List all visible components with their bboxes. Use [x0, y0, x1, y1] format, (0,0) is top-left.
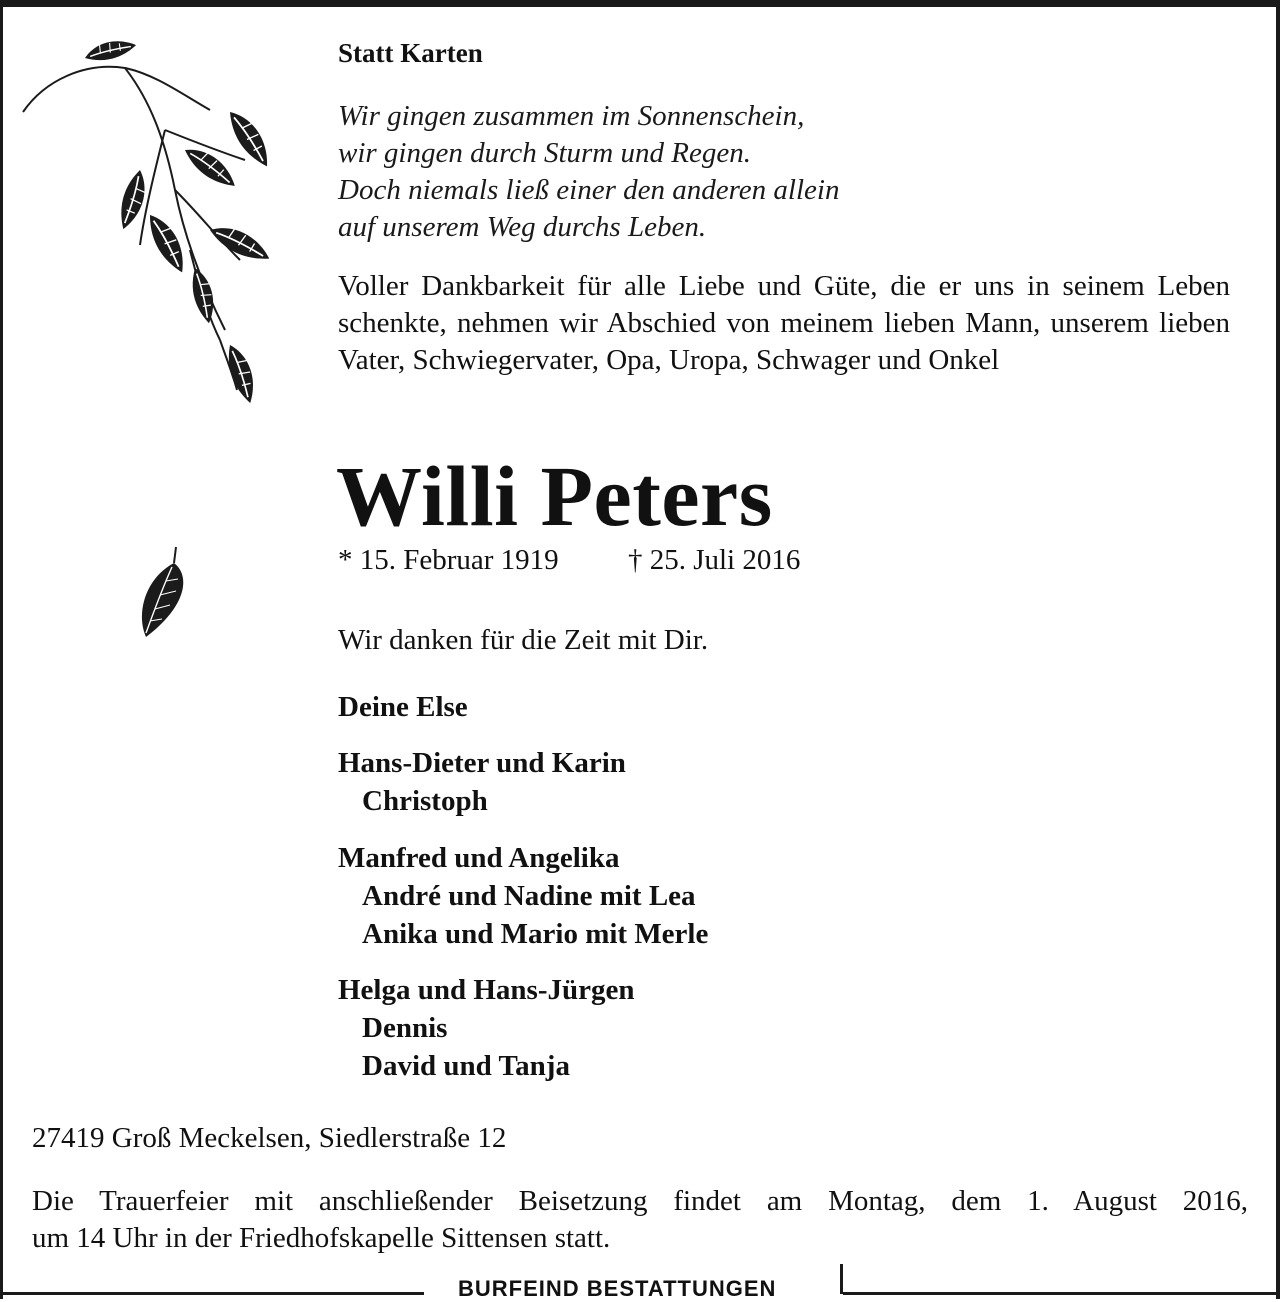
family-group — [338, 839, 708, 953]
footer-rule-left — [0, 1292, 424, 1295]
family-line: Helga und Hans-Jürgen — [338, 974, 635, 1006]
life-dates — [338, 544, 800, 577]
thanks-text: Wir danken für die Zeit mit Dir. — [338, 624, 709, 656]
family-group — [338, 971, 635, 1085]
family-line: André und Nadine mit Lea — [362, 880, 696, 912]
poem-line: auf unserem Weg durchs Leben. — [338, 211, 707, 243]
poem-line: Wir gingen zusammen im Sonnenschein, — [338, 100, 805, 132]
falling-leaf-icon — [132, 545, 202, 645]
family-line: Deine Else — [338, 691, 468, 723]
footer-divider — [840, 1264, 843, 1294]
poem-line: wir gingen durch Sturm und Regen. — [338, 137, 751, 169]
family-group — [338, 744, 626, 820]
family-line: Anika und Mario mit Merle — [362, 918, 709, 950]
poem — [338, 98, 839, 246]
birth-date: * 15. Februar 1919 — [338, 544, 559, 576]
deceased-name: Willi Peters — [336, 448, 773, 544]
footer-rule-right — [843, 1292, 1280, 1295]
family-line: Christoph — [362, 785, 488, 817]
family-line: Manfred und Angelika — [338, 842, 620, 874]
ceremony-line: um 14 Uhr in der Friedhofskapelle Sittensen statt. — [32, 1222, 611, 1254]
poem-line: Doch niemals ließ einer den anderen allein — [338, 174, 840, 206]
birch-branch-icon — [15, 40, 295, 440]
address: 27419 Groß Meckelsen, Siedlerstraße 12 — [32, 1122, 507, 1154]
family-line: Dennis — [362, 1012, 448, 1044]
ceremony-info — [32, 1183, 1248, 1257]
undertaker-logo: BURFEIND BESTATTUNGEN — [458, 1276, 777, 1301]
intro-text: Voller Dankbarkeit für alle Liebe und Güte, die er uns in seinem Leben schenkte, nehmen wir Abschied von meinem lieben Mann, unserem lieben Vater, Schwiegervater, Opa, Uropa, Schwager und Onkel — [338, 270, 1230, 376]
death-date: † 25. Juli 2016 — [627, 544, 801, 576]
family-line: David und Tanja — [362, 1050, 570, 1082]
header-label: Statt Karten — [338, 38, 483, 68]
ceremony-line: Die Trauerfeier mit anschließender Beisetzung findet am Montag, dem 1. August 2016, — [32, 1185, 1248, 1217]
family-group — [338, 688, 468, 726]
family-line: Hans-Dieter und Karin — [338, 747, 626, 779]
